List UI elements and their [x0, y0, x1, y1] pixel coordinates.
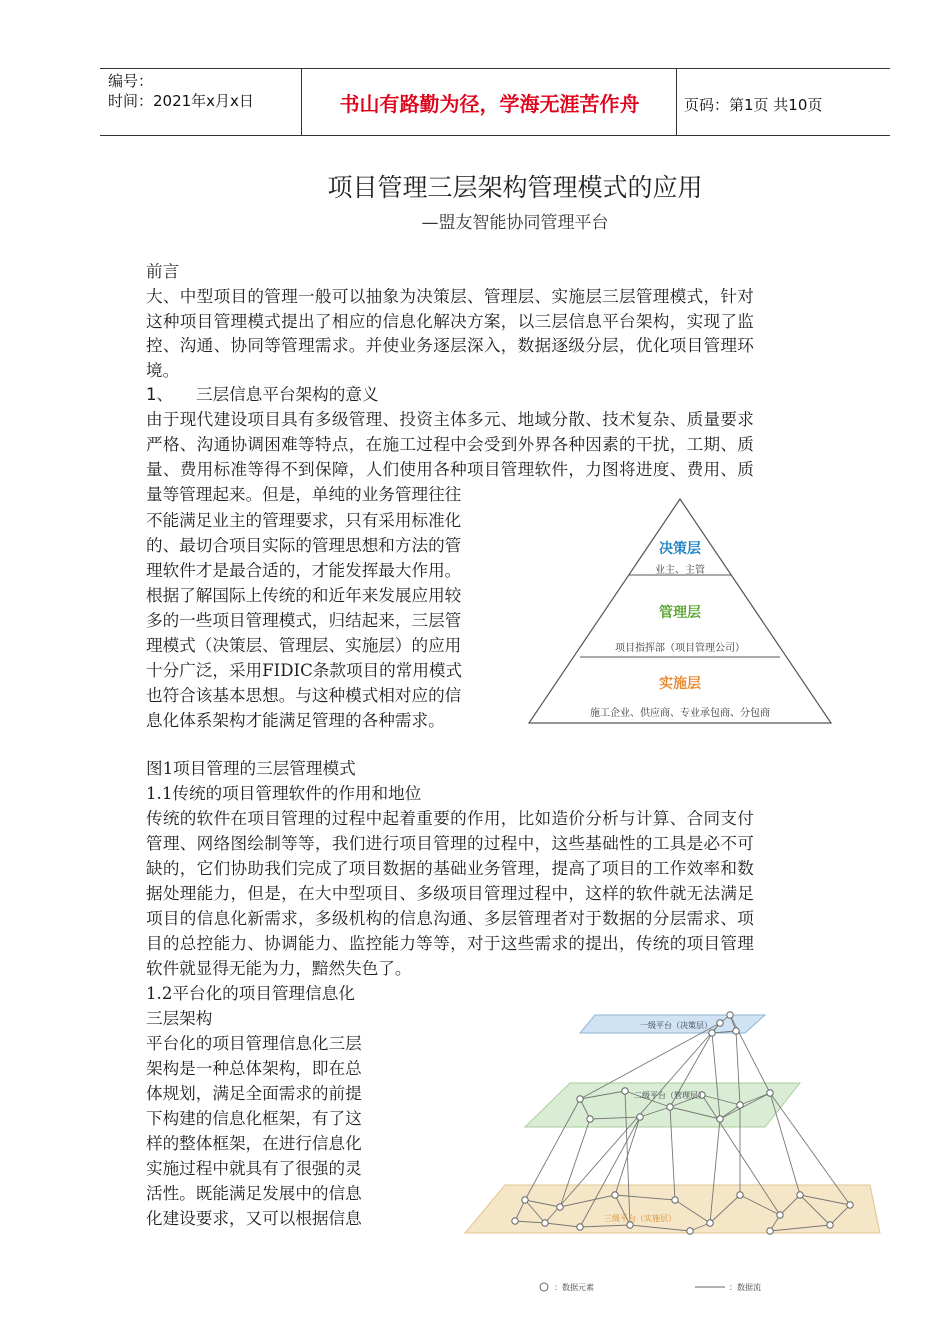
pyramid-top-title: 决策层 — [659, 541, 701, 557]
paragraph-line: 由于现代建设项目具有多级管理、投资主体多元、地域分散、技术复杂、质量要求 — [146, 410, 755, 429]
paragraph-line: 控、沟通、协同等管理需求。并使业务逐层深入，数据逐级分层，优化项目管理环 — [146, 336, 755, 355]
paragraph-line: 活性。既能满足发展中的信息 — [146, 1184, 362, 1203]
legend-node-label: ：数据元素 — [554, 1283, 594, 1292]
data-element-node — [717, 1020, 723, 1026]
paragraph-line: 量等管理起来。但是，单纯的业务管理往往 — [146, 485, 462, 504]
paragraph-line: 多的一些项目管理模式，归结起来，三层管 — [146, 611, 462, 630]
page-title: 项目管理三层架构管理模式的应用 — [327, 173, 703, 202]
data-element-node — [512, 1218, 518, 1224]
paragraph-line: 三层架构 — [146, 1009, 213, 1028]
section-heading: 1.1传统的项目管理软件的作用和地位 — [146, 784, 422, 803]
data-element-node — [577, 1096, 583, 1102]
data-element-node — [733, 1028, 739, 1034]
paragraph-line: 传统的软件在项目管理的过程中起着重要的作用，比如造价分析与计算、合同支付 — [146, 809, 755, 828]
header-divider-right — [676, 68, 677, 136]
level1-label: 一级平台（决策层） — [640, 1021, 712, 1030]
data-element-node — [709, 1030, 715, 1036]
header-page-number: 页码：第1页 共10页 — [684, 96, 823, 114]
paragraph-line: 体规划，满足全面需求的前提 — [146, 1084, 362, 1103]
header-motto: 书山有路勤为径，学海无涯苦作舟 — [339, 92, 640, 116]
paragraph-line: 的、最切合项目实际的管理思想和方法的管 — [146, 536, 462, 555]
paragraph-line: 实施过程中就具有了很强的灵 — [146, 1159, 362, 1178]
paragraph-line: 十分广泛，采用FIDIC条款项目的常用模式 — [146, 661, 463, 680]
paragraph-line: 下构建的信息化框架，有了这 — [146, 1109, 362, 1128]
figure-caption: 图1项目管理的三层管理模式 — [146, 759, 356, 778]
data-element-node — [737, 1192, 743, 1198]
header-bottom-rule — [100, 135, 890, 136]
data-element-node — [542, 1220, 548, 1226]
level2-plane — [525, 1083, 800, 1127]
paragraph-line: 大、中型项目的管理一般可以抽象为决策层、管理层、实施层三层管理模式，针对 — [146, 287, 755, 306]
paragraph-line: 平台化的项目管理信息化三层 — [146, 1034, 362, 1053]
data-element-node — [672, 1197, 678, 1203]
paragraph-line: 软件就显得无能为力，黯然失色了。 — [146, 959, 412, 978]
paragraph-line: 样的整体框架，在进行信息化 — [146, 1134, 362, 1153]
pyramid-figure — [520, 495, 840, 735]
paragraph-line: 理软件才是最合适的，才能发挥最大作用。 — [146, 561, 462, 580]
level2-label: 二级平台（管理层） — [634, 1091, 706, 1100]
data-element-node — [687, 1228, 693, 1234]
header-top-rule — [100, 68, 890, 69]
pyramid-mid-subtitle: 项目指挥部（项目管理公司） — [615, 643, 745, 654]
header-time: 时间：2021年x月x日 — [108, 92, 254, 110]
heading-preface: 前言 — [146, 262, 180, 281]
pyramid-mid-title: 管理层 — [659, 605, 701, 621]
paragraph-line: 缺的，它们协助我们完成了项目数据的基础业务管理，提高了项目的工作效率和数 — [146, 859, 755, 878]
paragraph-line: 量、费用标准等得不到保障，人们使用各种项目管理软件，力图将进度、费用、质 — [146, 460, 755, 479]
level3-label: 三级平台（实施层） — [604, 1214, 676, 1223]
legend-flow-label: ：数据流 — [729, 1283, 761, 1292]
paragraph-line: 项目的信息化新需求，多级机构的信息沟通、多层管理者对于数据的分层需求、项 — [146, 909, 755, 928]
paragraph-line: 这种项目管理模式提出了相应的信息化解决方案，以三层信息平台架构，实现了监 — [146, 312, 755, 331]
paragraph-line: 理模式（决策层、管理层、实施层）的应用 — [146, 636, 462, 655]
data-element-node — [577, 1224, 583, 1230]
pyramid-top-subtitle: 业主、主管 — [655, 565, 705, 576]
header-divider-left — [301, 68, 302, 136]
page-subtitle: —盟友智能协同管理平台 — [421, 213, 609, 233]
pyramid-bottom-subtitle: 施工企业、供应商、专业承包商、分包商 — [590, 708, 770, 719]
data-element-node — [522, 1197, 528, 1203]
data-flow-line — [770, 1093, 800, 1195]
data-element-node — [622, 1088, 628, 1094]
paragraph-line: 境。 — [146, 361, 180, 380]
paragraph-line: 严格、沟通协调困难等特点，在施工过程中会受到外界各种因素的干扰，工期、质 — [146, 435, 755, 454]
data-element-node — [587, 1116, 593, 1122]
data-element-node — [667, 1104, 673, 1110]
data-element-node — [797, 1192, 803, 1198]
legend-node-icon — [540, 1283, 548, 1291]
paragraph-line: 化建设要求，又可以根据信息 — [146, 1209, 362, 1228]
platform-network-figure — [440, 995, 935, 1305]
paragraph-line: 不能满足业主的管理要求，只有采用标准化 — [146, 511, 462, 530]
data-element-node — [737, 1102, 743, 1108]
data-element-node — [777, 1212, 783, 1218]
data-element-node — [707, 1220, 713, 1226]
data-element-node — [717, 1116, 723, 1122]
paragraph-line: 息化体系架构才能满足管理的各种需求。 — [146, 711, 445, 730]
section-number: 1、 — [146, 385, 174, 404]
data-element-node — [727, 1012, 733, 1018]
paragraph-line: 根据了解国际上传统的和近年来发展应用较 — [146, 586, 462, 605]
paragraph-line: 目的总控能力、协调能力、监控能力等等，对于这些需求的提出，传统的项目管理 — [146, 934, 755, 953]
data-element-node — [767, 1090, 773, 1096]
data-element-node — [637, 1114, 643, 1120]
data-element-node — [827, 1222, 833, 1228]
data-element-node — [847, 1202, 853, 1208]
paragraph-line: 据处理能力，但是，在大中型项目、多级项目管理过程中，这样的软件就无法满足 — [146, 884, 755, 903]
data-element-node — [612, 1192, 618, 1198]
section-heading: 三层信息平台架构的意义 — [196, 385, 379, 404]
pyramid-bottom-title: 实施层 — [659, 676, 701, 692]
paragraph-line: 管理、网络图绘制等等，我们进行项目管理的过程中，这些基础性的工具是必不可 — [146, 834, 755, 853]
data-element-node — [767, 1228, 773, 1234]
data-element-node — [557, 1204, 563, 1210]
paragraph-line: 也符合该基本思想。与这种模式相对应的信 — [146, 686, 462, 705]
header-number: 编号： — [108, 72, 154, 90]
paragraph-line: 架构是一种总体架构，即在总 — [146, 1059, 362, 1078]
section-heading: 1.2平台化的项目管理信息化 — [146, 984, 355, 1003]
